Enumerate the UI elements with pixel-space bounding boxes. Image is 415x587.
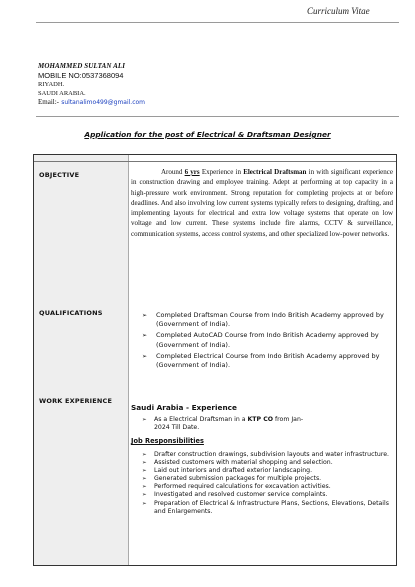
- position-text: As a Electrical Draftsman in a: [154, 416, 246, 423]
- country: SAUDI ARABIA.: [38, 90, 86, 97]
- contact-rule: [36, 116, 399, 117]
- objective-role: Electrical Draftsman: [243, 168, 307, 176]
- mobile-number: MOBILE NO:0537368094: [38, 71, 124, 80]
- qualification-item: ➢ Completed Electrical Course from Indo British Academy approved by (Government of India).: [142, 352, 392, 370]
- email-link[interactable]: sultanalimo499@gmail.com: [61, 99, 146, 106]
- objective-text: [131, 167, 393, 239]
- objective-exp-in: Experience in: [201, 168, 241, 176]
- application-heading: Application for the post of Electrical & Draftsman Designer: [84, 130, 331, 139]
- work-country: Saudi Arabia - Experience: [131, 403, 237, 412]
- applicant-name: MOHAMMED SULTAN ALI: [38, 62, 126, 70]
- header-rule: [36, 22, 399, 23]
- city: RIYADH.: [38, 81, 65, 88]
- responsibility-item: ➢ Preparation of Electrical & Infrastructure Plans, Sections, Elevations, Details and Enlargements.: [142, 500, 394, 516]
- position-dates: from Jan-2024 Till Date.: [154, 416, 304, 432]
- job-responsibilities-heading: Job Responsibilities: [131, 437, 204, 445]
- objective-heading: OBJECTIVE: [39, 171, 80, 179]
- document-title: Curriculum Vitae: [307, 6, 370, 16]
- qualification-item: ➢ Completed AutoCAD Course from Indo British Academy approved by (Government of India).: [142, 331, 392, 349]
- responsibility-item: ➢ Laid out interiors and drafted exterior landscaping.: [142, 467, 394, 475]
- position-item: [142, 416, 312, 433]
- section-label-column: [34, 155, 129, 565]
- email-label: Email:-: [38, 98, 59, 106]
- qualifications-list: [142, 311, 392, 372]
- table-top-rule: [34, 161, 396, 162]
- objective-around: Around: [161, 168, 183, 176]
- objective-body: in with significant experience in construction drawing and employee training. Adept at performing at top capacity in a high-pressure work environment. Strong reputation for completing projects at or before deadlines. And also involving low current systems typically refers to designing, drafting, and implementing layouts for electrical and extra low voltage systems that operate on low voltage and low current. These systems include fire alarms, CCTV & surveillance, communication systems, access control systems, and other specialized low-power networks.: [131, 168, 393, 238]
- email-line: [38, 98, 145, 107]
- qualifications-heading: QUALIFICATIONS: [39, 309, 103, 317]
- responsibility-item: ➢ Performed required calculations for excavation activities.: [142, 483, 394, 491]
- responsibility-item: ➢ Investigated and resolved customer service complaints.: [142, 491, 394, 499]
- responsibility-item: ➢ Drafter construction drawings, subdivision layouts and water infrastructure.: [142, 451, 394, 459]
- responsibilities-list: [142, 451, 394, 516]
- company-name: KTP CO: [247, 416, 273, 423]
- experience-years: 6 yrs: [184, 168, 200, 176]
- contact-block: [38, 62, 145, 107]
- responsibility-item: ➢ Assisted customers with material shopping and selection.: [142, 459, 394, 467]
- qualification-item: ➢ Completed Draftsman Course from Indo British Academy approved by (Government of India).: [142, 311, 392, 329]
- work-experience-heading: WORK EXPERIENCE: [39, 397, 113, 405]
- cv-table: [33, 154, 397, 566]
- position-list: [142, 416, 312, 433]
- responsibility-item: ➢ Generated submission packages for multiple projects.: [142, 475, 394, 483]
